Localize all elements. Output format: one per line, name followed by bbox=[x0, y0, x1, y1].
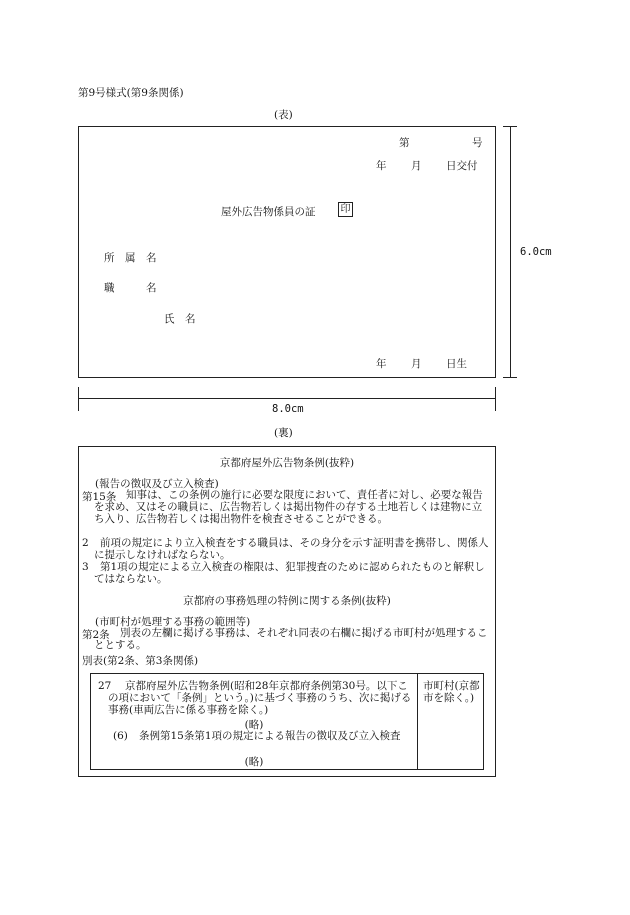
issue-month: 月 bbox=[411, 160, 422, 172]
back-card bbox=[78, 446, 496, 777]
table-item-text: 京都府屋外広告物条例(昭和28年京都府条例第30号。以下この項において「条例」という。)に基づく事務のうち、次に掲げる事務(車両広告に係る事務を除く。) bbox=[108, 680, 412, 716]
birth-year: 年 bbox=[376, 358, 387, 370]
front-card bbox=[78, 126, 496, 378]
art2-caption: (市町村が処理する事務の範囲等) bbox=[95, 616, 251, 628]
card-title: 屋外広告物係員の証 bbox=[221, 206, 316, 218]
art15-paragraph1: 知事は、この条例の施行に必要な限度において、責任者に対し、必要な報告を求め、又はその職員に、広告物若しくは掲出物件の存する土地若しくは建物に立ち入り、広告物若しくは掲出物件を検査させることができる。 bbox=[94, 489, 483, 525]
width-dim-label: 8.0cm bbox=[272, 403, 304, 415]
width-dim-line bbox=[78, 398, 496, 399]
art15-num3: 3 bbox=[82, 561, 89, 573]
birth-day: 日生 bbox=[446, 358, 467, 370]
seal-text: 印 bbox=[340, 204, 351, 215]
back-label: (裏) bbox=[274, 427, 293, 439]
front-label: (表) bbox=[274, 109, 293, 121]
width-dim-right-tick bbox=[495, 387, 496, 411]
number-go: 号 bbox=[472, 137, 483, 149]
width-dim-left-tick bbox=[78, 387, 79, 411]
position-label: 職 名 bbox=[104, 282, 157, 294]
art2-text: 別表の左欄に掲げる事務は、それぞれ同表の右欄に掲げる市町村が処理することとする。 bbox=[94, 627, 488, 651]
ordinance2-title: 京都府の事務処理の特例に関する条例(抜粋) bbox=[183, 595, 391, 607]
art15-paragraph2: 前項の規定により立入検査をする職員は、その身分を示す証明書を携帯し、関係人に提示しなければならない。 bbox=[94, 537, 489, 561]
table-divider bbox=[417, 674, 418, 769]
art15-head: 第15条 bbox=[82, 491, 117, 503]
table-right-text: 市町村(京都市を除く。) bbox=[423, 680, 480, 704]
table-sub-text: 条例第15条第1項の規定による報告の徴収及び立入検査 bbox=[139, 730, 401, 742]
table-sub-no: (6) bbox=[113, 730, 128, 742]
appendix-label: 別表(第2条、第3条関係) bbox=[82, 655, 199, 667]
art15-paragraph3: 第1項の規定による立入検査の権限は、犯罪捜査のために認められたものと解釈してはならない。 bbox=[94, 561, 485, 585]
art2-head: 第2条 bbox=[82, 629, 110, 641]
issue-year: 年 bbox=[376, 160, 387, 172]
number-dai: 第 bbox=[399, 137, 410, 149]
ordinance1-title: 京都府屋外広告物条例(抜粋) bbox=[219, 457, 355, 469]
height-dim-line bbox=[510, 126, 511, 378]
name-label: 氏 名 bbox=[164, 313, 196, 325]
table-item-no: 27 bbox=[98, 680, 112, 692]
form-label: 第9号様式(第9条関係) bbox=[78, 87, 184, 99]
height-dim-label: 6.0cm bbox=[520, 246, 552, 258]
table-omitted-2: (略) bbox=[244, 756, 264, 768]
table-omitted-1: (略) bbox=[244, 719, 264, 731]
art15-caption: (報告の徴収及び立入検査) bbox=[95, 478, 219, 490]
seal-mark bbox=[338, 202, 353, 217]
birth-month: 月 bbox=[411, 358, 422, 370]
art15-num2: 2 bbox=[82, 537, 89, 549]
appendix-table bbox=[90, 673, 484, 770]
affiliation-label: 所 属 名 bbox=[104, 252, 157, 264]
issue-day: 日交付 bbox=[446, 160, 478, 172]
